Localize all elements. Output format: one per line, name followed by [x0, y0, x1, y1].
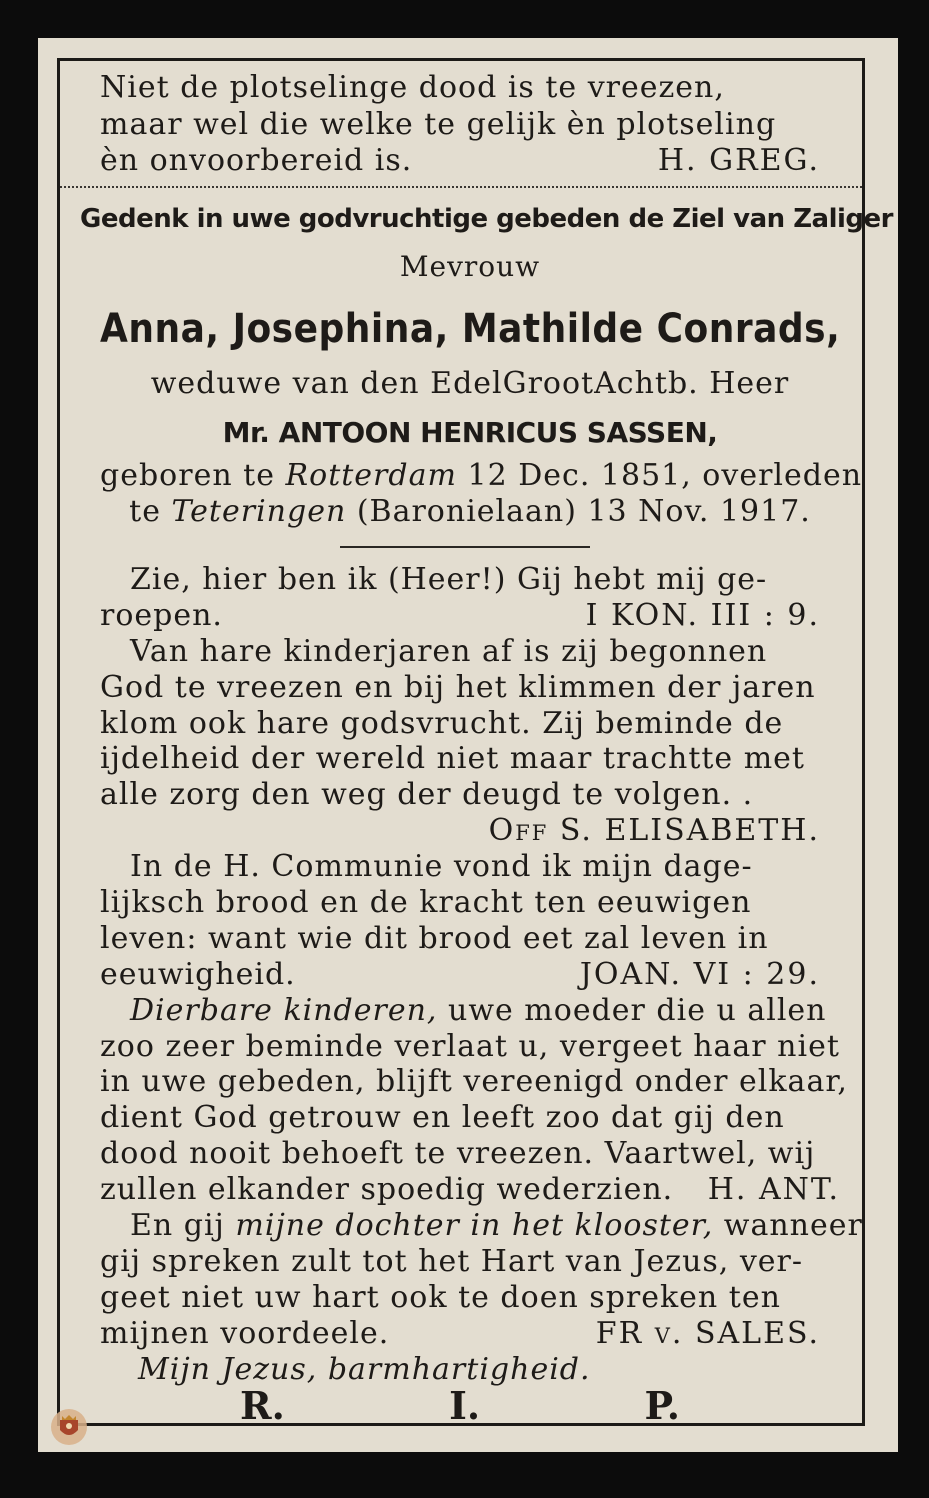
death-place: Teteringen: [171, 494, 347, 529]
death-line: [100, 494, 840, 530]
dear-children: Dierbare kinderen,: [130, 993, 438, 1028]
died-prefix: te: [129, 494, 161, 529]
body-line-19c: wanneer: [723, 1208, 863, 1243]
quote-text-1: Niet de plotselinge dood is te vreezen,: [100, 70, 725, 105]
death-date: (Baronielaan) 13 Nov. 1917.: [356, 494, 811, 529]
body-line-13: [130, 993, 840, 1029]
body-line-12: [100, 957, 840, 993]
born-prefix: geboren te: [100, 458, 275, 493]
scripture-ref-kon: I KON. III : 9.: [585, 598, 820, 633]
quote-text-2: maar wel die welke te gelijk èn plotseling: [100, 107, 777, 142]
prayer-line: Mijn Jezus, barmhartigheid.: [138, 1352, 591, 1387]
attribution-ant: H. ANT.: [707, 1172, 840, 1207]
body-line-10: lijksch brood en de kracht ten eeuwigen: [100, 885, 752, 920]
body-line-18a: zullen elkander spoedig wederzien.: [100, 1172, 674, 1207]
body-line-20: gij spreken zult tot het Hart van Jezus, ver-: [100, 1244, 804, 1279]
quote-line-3: [100, 143, 840, 179]
body-line-2a: roepen.: [100, 598, 223, 633]
scripture-ref-joan: JOAN. VI : 29.: [579, 957, 820, 992]
quote-line-1: [100, 70, 840, 106]
attribution-sales: FR v. SALES.: [595, 1316, 820, 1351]
widow-of-line: weduwe van den EdelGrootAchtb. Heer: [150, 366, 790, 401]
body-line-2: [100, 598, 840, 634]
daughter-in-convent: mijne dochter in het klooster,: [235, 1208, 714, 1243]
body-line-9: In de H. Communie vond ik mijn dage-: [130, 849, 753, 884]
rip-i: I.: [449, 1383, 481, 1428]
birth-date: 12 Dec. 1851, overleden: [467, 458, 863, 493]
body-line-12a: eeuwigheid.: [100, 957, 296, 992]
rip-line: [240, 1384, 680, 1428]
husband-name: Mr. ANTOON HENRICUS SASSEN,: [222, 416, 718, 449]
body-line-22: [100, 1316, 840, 1352]
body-line-13b: uwe moeder die u allen: [448, 993, 827, 1028]
body-line-3: Van hare kinderjaren af is zij begonnen: [130, 634, 768, 669]
rip-p: P.: [644, 1383, 680, 1428]
crest-watermark-icon: [48, 1406, 90, 1448]
body-line-17: dood nooit behoeft te vreezen. Vaartwel, wij: [100, 1136, 816, 1171]
dotted-separator: [60, 186, 862, 188]
attribution-elisabeth: Off S. ELISABETH.: [488, 813, 820, 848]
rip-r: R.: [240, 1383, 285, 1428]
title-mevrouw: Mevrouw: [399, 250, 541, 283]
quote-text-3: èn onvoorbereid is.: [100, 143, 413, 178]
body-line-15: in uwe gebeden, blijft vereenigd onder elkaar,: [100, 1064, 848, 1099]
body-line-5: klom ook hare godsvrucht. Zij beminde de: [100, 706, 784, 741]
body-line-21: geet niet uw hart ook te doen spreken ten: [100, 1280, 781, 1315]
body-line-16: dient God getrouw en leeft zoo dat gij den: [100, 1100, 785, 1135]
deceased-name: Anna, Josephina, Mathilde Conrads,: [100, 306, 841, 352]
body-line-14: zoo zeer beminde verlaat u, vergeet haar niet: [100, 1029, 840, 1064]
body-line-22a: mijnen voordeele.: [100, 1316, 390, 1351]
body-line-18: [100, 1172, 840, 1208]
quote-line-2: [100, 107, 840, 143]
birth-place: Rotterdam: [285, 458, 457, 493]
body-line-7: alle zorg den weg der deugd te volgen. .: [100, 777, 754, 812]
intro-line: Gedenk in uwe godvruchtige gebeden de Ziel van Zaliger: [80, 204, 893, 234]
body-line-11: leven: want wie dit brood eet zal leven in: [100, 921, 769, 956]
body-line-19: [130, 1208, 863, 1244]
body-line-19a: En gij: [130, 1208, 225, 1243]
horizontal-rule: [340, 546, 590, 548]
body-line-6: ijdelheid der wereld niet maar trachtte met: [100, 741, 805, 776]
birth-line: [100, 458, 863, 494]
body-line-1: Zie, hier ben ik (Heer!) Gij hebt mij ge-: [130, 562, 768, 597]
body-line-4: God te vreezen en bij het klimmen der jaren: [100, 670, 816, 705]
quote-attribution: H. GREG.: [657, 143, 820, 178]
